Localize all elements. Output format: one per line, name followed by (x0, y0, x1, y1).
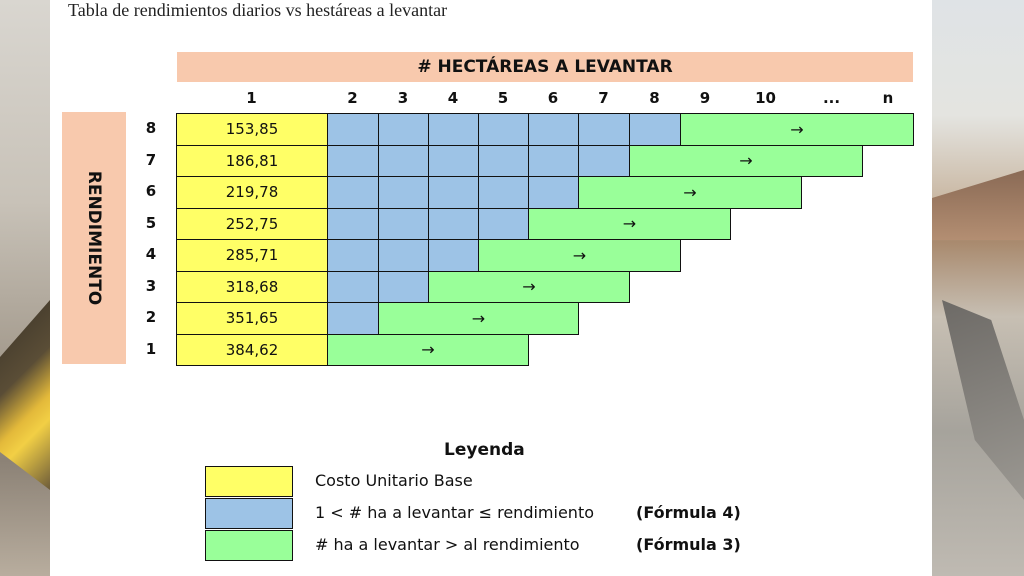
formula-3-arrow-cell: → (478, 239, 681, 272)
column-header: 3 (397, 89, 409, 107)
legend-text: 1 < # ha a levantar ≤ rendimiento (315, 503, 594, 522)
formula-3-arrow-cell: → (327, 334, 529, 367)
base-cost-cell: 351,65 (176, 302, 328, 335)
column-header: 9 (699, 89, 711, 107)
formula-4-cell (327, 302, 379, 335)
formula-4-cell (578, 113, 630, 146)
formula-4-cell (327, 176, 379, 209)
row-rendimiento: 7 (145, 150, 157, 169)
formula-4-cell (428, 145, 479, 178)
formula-4-cell (478, 113, 529, 146)
background-photo-right (932, 0, 1024, 576)
formula-4-cell (428, 113, 479, 146)
column-header: n (882, 89, 894, 107)
row-rendimiento: 6 (145, 182, 157, 200)
formula-4-cell (478, 176, 529, 209)
row-rendimiento: 5 (145, 213, 157, 232)
formula-4-cell (629, 113, 681, 146)
formula-4-cell (478, 208, 529, 241)
formula-4-cell (528, 145, 579, 178)
formula-4-cell (378, 239, 429, 272)
row-rendimiento: 2 (145, 308, 157, 326)
column-header: 10 (755, 89, 776, 107)
page-title: Tabla de rendimientos diarios vs hestáreas a levantar (68, 0, 448, 20)
column-header: 1 (246, 89, 257, 107)
formula-4-cell (478, 145, 529, 178)
formula-4-cell (327, 239, 379, 272)
formula-3-arrow-cell: → (578, 176, 802, 209)
background-arm-shape (942, 300, 1024, 500)
formula-4-cell (327, 113, 379, 146)
legend-swatch (205, 466, 293, 497)
rendimiento-label: RENDIMIENTO (84, 170, 104, 306)
legend-text: Costo Unitario Base (315, 471, 473, 490)
background-machinery-shape (0, 300, 50, 490)
row-rendimiento: 1 (145, 339, 157, 358)
formula-4-cell (578, 145, 630, 178)
formula-4-cell (327, 208, 379, 241)
base-cost-cell: 153,85 (176, 113, 328, 146)
formula-4-cell (378, 113, 429, 146)
legend-formula: (Fórmula 4) (636, 503, 741, 522)
formula-3-arrow-cell: → (428, 271, 630, 304)
formula-3-arrow-cell: → (378, 302, 579, 335)
formula-4-cell (327, 271, 379, 304)
base-cost-cell: 384,62 (176, 334, 328, 367)
formula-4-cell (378, 271, 429, 304)
base-cost-cell: 219,78 (176, 176, 328, 209)
base-cost-cell: 186,81 (176, 145, 328, 178)
base-cost-cell: 252,75 (176, 208, 328, 241)
row-rendimiento: 3 (145, 276, 157, 295)
formula-4-cell (378, 145, 429, 178)
row-rendimiento: 4 (145, 245, 157, 263)
formula-4-cell (528, 113, 579, 146)
row-rendimiento: 8 (145, 119, 157, 137)
column-header: 6 (547, 89, 559, 107)
background-photo-left (0, 0, 50, 576)
background-roof-shape (932, 170, 1024, 240)
column-header: 2 (347, 89, 358, 107)
formula-3-arrow-cell: → (680, 113, 914, 146)
legend-formula: (Fórmula 3) (636, 535, 741, 554)
column-header: ... (822, 89, 841, 107)
column-header: 7 (598, 89, 609, 107)
column-header: 8 (649, 89, 660, 107)
legend-title: Leyenda (444, 440, 525, 460)
column-header: 4 (447, 89, 459, 107)
formula-4-cell (428, 208, 479, 241)
formula-4-cell (327, 145, 379, 178)
formula-4-cell (428, 176, 479, 209)
base-cost-cell: 285,71 (176, 239, 328, 272)
formula-3-arrow-cell: → (528, 208, 731, 241)
legend-swatch (205, 498, 293, 529)
formula-4-cell (528, 176, 579, 209)
hectares-header-band: # HECTÁREAS A LEVANTAR (177, 52, 913, 82)
base-cost-cell: 318,68 (176, 271, 328, 304)
legend-swatch (205, 530, 293, 561)
formula-3-arrow-cell: → (629, 145, 863, 178)
column-header: 5 (497, 89, 509, 107)
formula-4-cell (428, 239, 479, 272)
formula-4-cell (378, 208, 429, 241)
formula-4-cell (378, 176, 429, 209)
legend-text: # ha a levantar > al rendimiento (315, 535, 580, 554)
